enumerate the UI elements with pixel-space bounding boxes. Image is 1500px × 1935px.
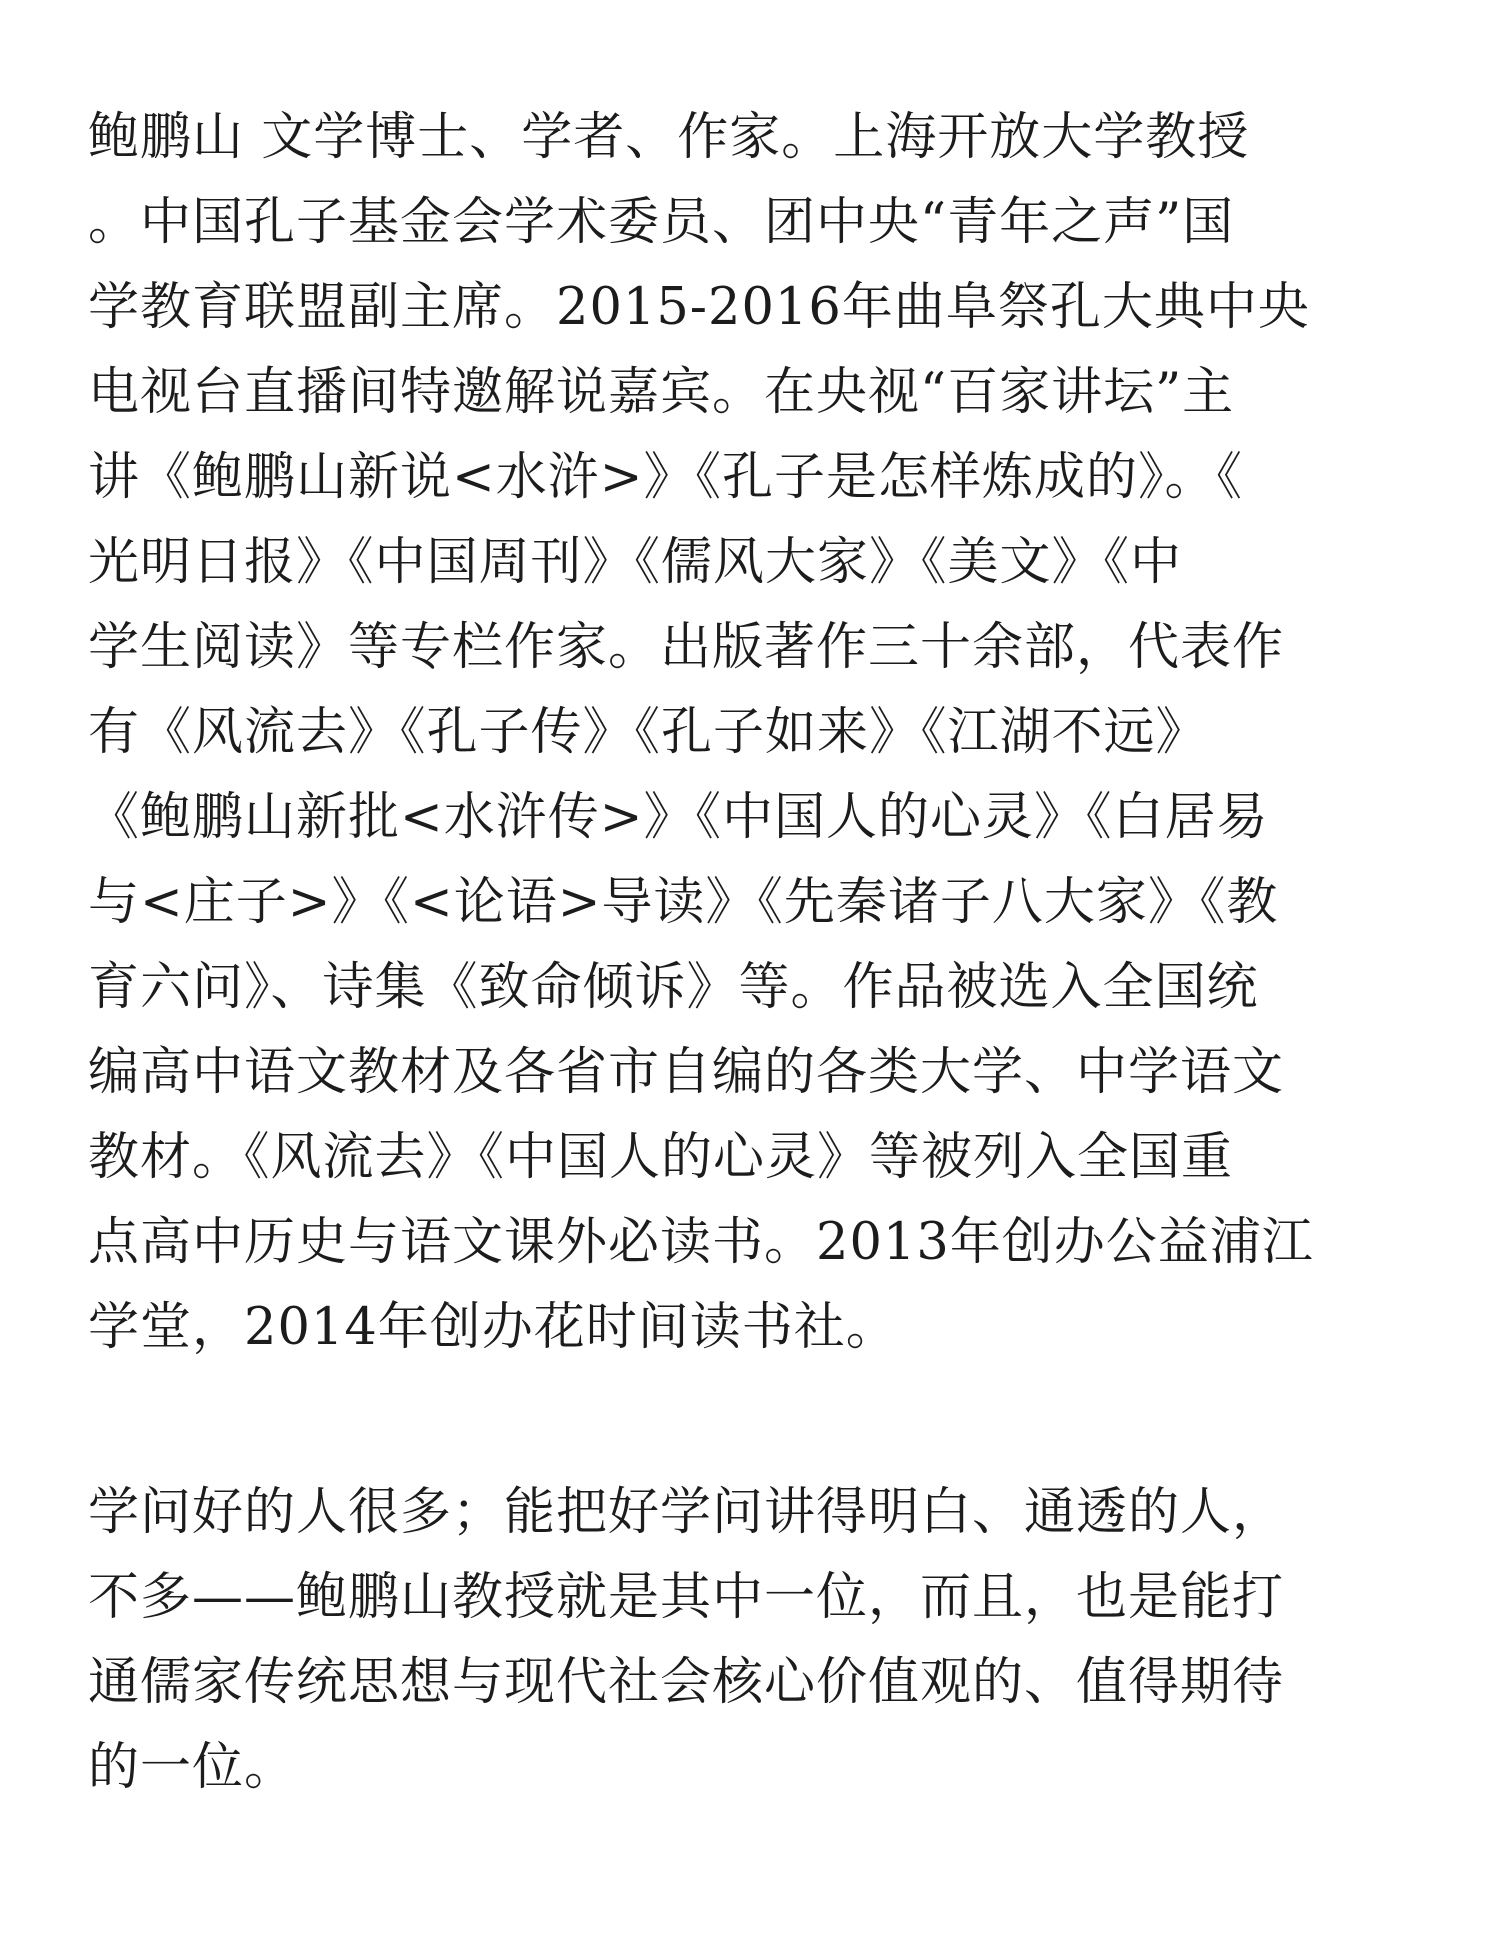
bio-line: 教材。《风流去》《中国人的心灵》等被列入全国重	[88, 1128, 1234, 1187]
bio-line: 育六问》、诗集《致命倾诉》等。作品被选入全国统	[88, 958, 1259, 1017]
comment-line: 学问好的人很多；能把好学问讲得明白、通透的人，	[88, 1483, 1285, 1542]
comment-line: 不多——鲍鹏山教授就是其中一位，而且，也是能打	[88, 1568, 1285, 1627]
bio-line: 光明日报》《中国周刊》《儒风大家》《美文》《中	[88, 533, 1183, 592]
bio-line: 鲍鹏山 文学博士、学者、作家。上海开放大学教授	[88, 108, 1250, 167]
bio-line: 《鲍鹏山新批<水浒传>》《中国人的心灵》《白居易	[88, 788, 1269, 847]
comment-line: 的一位。	[88, 1738, 297, 1797]
bio-line: 学教育联盟副主席。2015-2016年曲阜祭孔大典中央	[88, 278, 1310, 337]
comment-line: 通儒家传统思想与现代社会核心价值观的、值得期待	[88, 1653, 1285, 1712]
bio-line: 电视台直播间特邀解说嘉宾。在央视“百家讲坛”主	[88, 363, 1235, 422]
bio-line: 学堂，2014年创办花时间读书社。	[88, 1298, 898, 1357]
bio-line: 点高中历史与语文课外必读书。2013年创办公益浦江	[88, 1213, 1314, 1272]
bio-line: 有《风流去》《孔子传》《孔子如来》《江湖不远》	[88, 703, 1208, 762]
bio-line: 讲《鲍鹏山新说<水浒>》《孔子是怎样炼成的》。《	[88, 448, 1243, 507]
bio-line: 编高中语文教材及各省市自编的各类大学、中学语文	[88, 1043, 1285, 1102]
bio-line: 学生阅读》等专栏作家。出版著作三十余部，代表作	[88, 618, 1285, 677]
bio-line: 与<庄子>》《<论语>导读》《先秦诸子八大家》《教	[88, 873, 1279, 932]
bio-line: 。中国孔子基金会学术委员、团中央“青年之声”国	[88, 193, 1235, 252]
